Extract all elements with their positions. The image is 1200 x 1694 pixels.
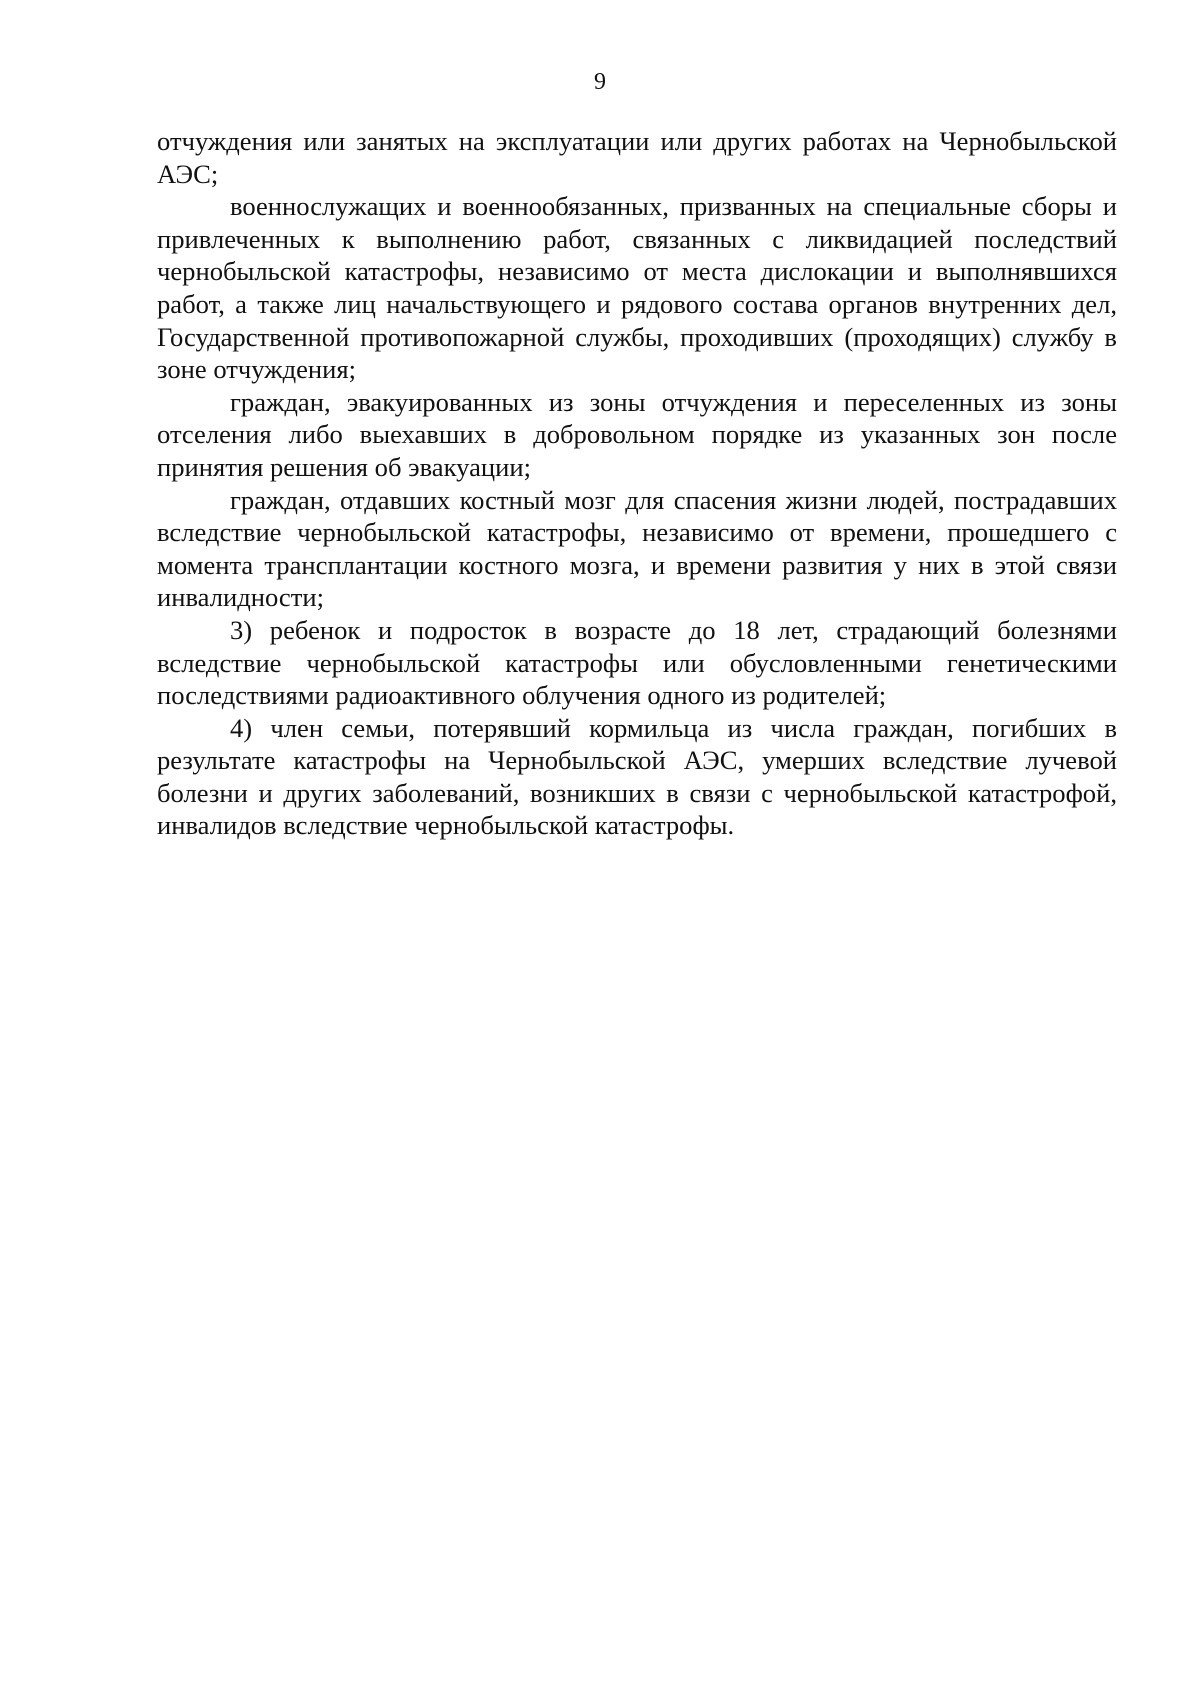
paragraph-evacuated-citizens: граждан, эвакуированных из зоны отчуждения и переселенных из зоны отселения либо выехавших в добровольном порядке из указанных зон после принятия решения об эвакуации; xyxy=(157,386,1117,482)
page-number: 9 xyxy=(594,69,606,95)
paragraph-item-3-child: 3) ребенок и подросток в возрасте до 18 лет, страдающий болезнями вследствие чернобыльской катастрофы или обусловленными генетическими последствиями радиоактивного облучения одного из родителей; xyxy=(157,614,1117,711)
paragraph-military-personnel: военнослужащих и военнообязанных, призванных на специальные сборы и привлеченных к выполнению работ, связанных с ликвидацией последствий чернобыльской катастрофы, независимо от места дислокации и выполнявшихся работ, а также лиц начальствующего и рядового состава органов внутренних дел, Государственной противопожарной службы, проходивших (проходящих) службу в зоне отчуждения; xyxy=(157,191,1117,385)
paragraph-item-4-family-member: 4) член семьи, потерявший кормильца из числа граждан, погибших в результате катастрофы на Чернобыльской АЭС, умерших вследствие лучевой болезни и других заболеваний, возникших в связи с чернобыльской катастрофой, инвалидов вследствие чернобыльской катастрофы. xyxy=(157,712,1117,841)
document-body xyxy=(157,125,1117,842)
paragraph-bone-marrow-donors: граждан, отдавших костный мозг для спасения жизни людей, пострадавших вследствие чернобыльской катастрофы, независимо от времени, прошедшего с момента трансплантации костного мозга, и времени развития у них в этой связи инвалидности; xyxy=(157,484,1117,613)
paragraph-continuation: отчуждения или занятых на эксплуатации или других работах на Чернобыльской АЭС; xyxy=(157,126,1117,189)
